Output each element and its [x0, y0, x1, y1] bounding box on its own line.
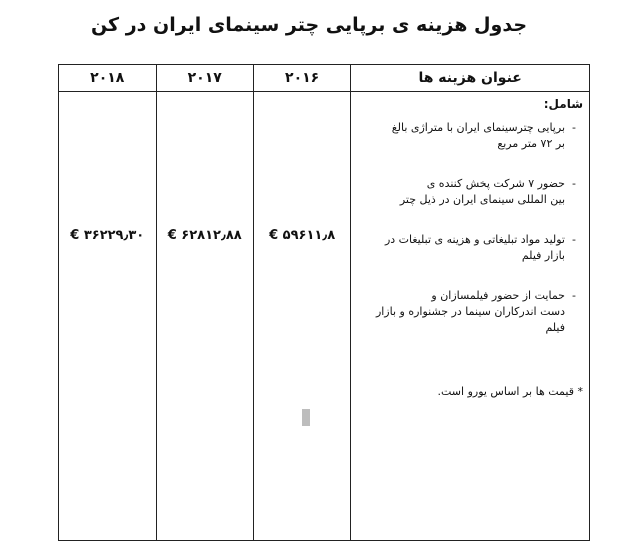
item-dash: - [572, 177, 576, 190]
list-item [357, 176, 583, 208]
item-line: حضور ۷ شرکت پخش کننده ی [426, 177, 565, 190]
page-title: جدول هزینه ی برپایی چتر سینمای ایران در کن [90, 14, 528, 36]
header-2018: ۲۰۱۸ [59, 65, 157, 92]
includes-label: شامل: [543, 97, 583, 111]
item-line: حمایت از حضور فیلمسازان و [431, 289, 565, 302]
cost-table [58, 64, 590, 541]
item-dash: - [572, 121, 576, 134]
item-line: دست اندرکاران سینما در جشنواره و بازار فیلم [375, 305, 565, 334]
scroll-marker [302, 409, 310, 426]
currency-note: * قیمت ها بر اساس یورو است. [437, 385, 583, 398]
amount-2018: € ۳۶۲۲۹٫۳۰ [59, 92, 157, 541]
header-2016: ۲۰۱۶ [253, 65, 350, 92]
cost-row [59, 92, 590, 541]
details-cell [351, 92, 590, 541]
header-cost-title: عنوان هزینه ها [351, 65, 590, 92]
item-line: برپایی چترسینمای ایران با متراژی بالغ [391, 121, 565, 134]
item-line: بازار فیلم [521, 249, 565, 262]
item-line: بین المللی سینمای ایران در ذیل چتر [399, 193, 565, 206]
item-dash: - [572, 233, 576, 246]
list-item [357, 288, 583, 336]
list-item [357, 120, 583, 152]
list-item [357, 232, 583, 264]
header-row [59, 65, 590, 92]
amount-2016: € ۵۹۶۱۱٫۸ [253, 92, 350, 541]
item-dash: - [572, 289, 576, 302]
item-line: تولید مواد تبلیغاتی و هزینه ی تبلیغات در [384, 233, 565, 246]
header-2017: ۲۰۱۷ [156, 65, 253, 92]
item-line: بر ۷۲ متر مربع [497, 137, 565, 150]
amount-2017: € ۶۲۸۱۲٫۸۸ [156, 92, 253, 541]
